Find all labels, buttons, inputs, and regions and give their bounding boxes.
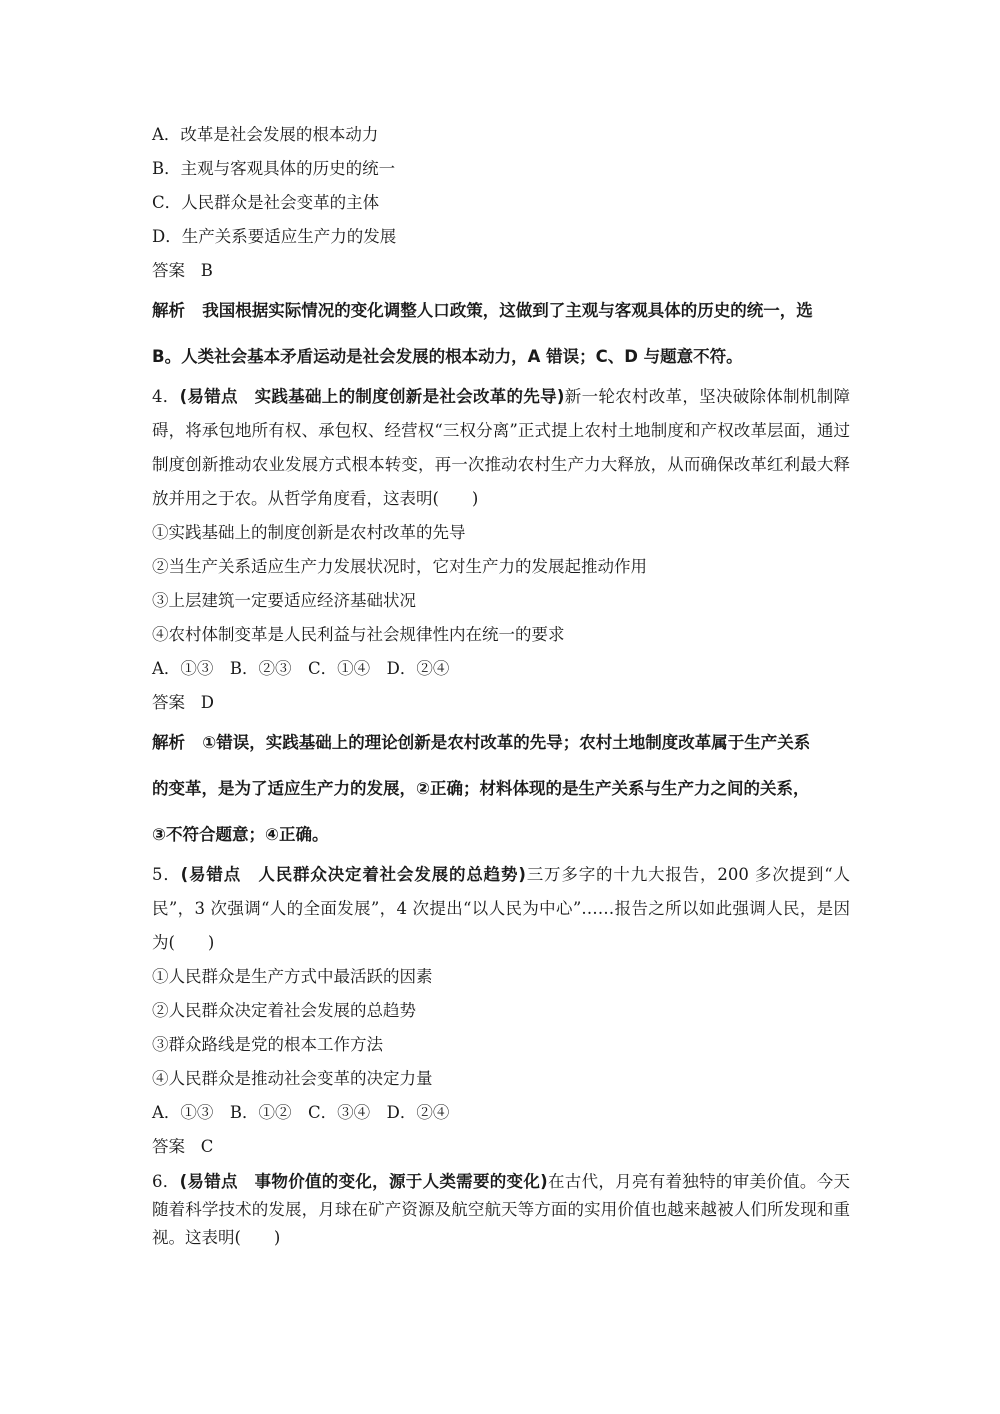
q6-tag: (易错点 事物价值的变化，源于人类需要的变化) <box>179 1172 548 1191</box>
q5-item-3: ③群众路线是党的根本工作方法 <box>152 1035 383 1054</box>
q5-answer <box>152 1130 850 1164</box>
q4-explanation-line-2: 的变革，是为了适应生产力的发展，②正确；材料体现的是生产关系与生产力之间的关系， <box>152 779 810 798</box>
q4-number: 4． <box>152 387 180 406</box>
q5-item-4: ④人民群众是推动社会变革的决定力量 <box>152 1069 433 1088</box>
q5-stem-text: 三万多字的十九大报告，200 多次提到“人民”，3 次强调“人的全面发展”，4 次提出“以人民为中心”……报告之所以如此强调人民，是因为( ) <box>152 865 850 952</box>
q4-explain-text-1: ①错误，实践基础上的理论创新是农村改革的先导；农村土地制度改革属于生产关系 <box>202 733 811 752</box>
q4-explanation-line-3: ③不符合题意；④正确。 <box>152 825 329 844</box>
q3-option-d: D．生产关系要适应生产力的发展 <box>152 227 397 246</box>
q4-answer-value: D <box>200 693 214 712</box>
q4-answer-label: 答案 <box>152 693 185 712</box>
q5-number: 5． <box>152 865 181 884</box>
q5-answer-label: 答案 <box>152 1137 185 1156</box>
q5-stem <box>152 858 850 960</box>
q3-explanation-line-1 <box>152 288 850 334</box>
q4-stem-text: 新一轮农村改革，坚决破除体制机制障碍，将承包地所有权、承包权、经营权“三权分离”正式提上农村土地制度和产权改革层面，通过制度创新推动农业发展方式根本转变，再一次推动农村生产力大释放，从而确保改革红利最大释放并用之于农。从哲学角度看，这表明( ) <box>152 387 851 508</box>
q3-options <box>152 118 850 254</box>
q5-items <box>152 960 850 1096</box>
q3-option-a: A．改革是社会发展的根本动力 <box>152 125 379 144</box>
q6-number: 6． <box>152 1172 180 1191</box>
q3-option-b: B．主观与客观具体的历史的统一 <box>152 159 396 178</box>
q5-tag: (易错点 人民群众决定着社会发展的总趋势) <box>180 865 526 884</box>
q5-item-1: ①人民群众是生产方式中最活跃的因素 <box>152 967 433 986</box>
q3-answer <box>152 254 850 288</box>
q4-explain-label: 解析 <box>152 733 185 752</box>
q4-item-3: ③上层建筑一定要适应经济基础状况 <box>152 591 416 610</box>
q4-items <box>152 516 850 652</box>
q4-tag: (易错点 实践基础上的制度创新是社会改革的先导) <box>179 387 565 406</box>
q4-explanation-line-1 <box>152 720 850 766</box>
q4-stem <box>152 380 850 516</box>
q4-item-1: ①实践基础上的制度创新是农村改革的先导 <box>152 523 466 542</box>
q6-stem <box>152 1168 850 1252</box>
q4-item-2: ②当生产关系适应生产力发展状况时，它对生产力的发展起推动作用 <box>152 557 647 576</box>
q3-option-c: C．人民群众是社会变革的主体 <box>152 193 380 212</box>
q3-explain-label: 解析 <box>152 301 185 320</box>
q3-answer-label: 答案 <box>152 261 185 280</box>
q5-answer-value: C <box>200 1137 214 1156</box>
q3-answer-value: B <box>200 261 213 280</box>
q5-choices: A．①③ B．①② C．③④ D．②④ <box>152 1103 450 1122</box>
q4-item-4: ④农村体制变革是人民利益与社会规律性内在统一的要求 <box>152 625 565 644</box>
q4-choices: A．①③ B．②③ C．①④ D．②④ <box>152 659 450 678</box>
q5-item-2: ②人民群众决定着社会发展的总趋势 <box>152 1001 416 1020</box>
q3-explain-text-1: 我国根据实际情况的变化调整人口政策，这做到了主观与客观具体的历史的统一，选 <box>202 301 813 320</box>
q6-stem-text: 在古代，月亮有着独特的审美价值。今天随着科学技术的发展，月球在矿产资源及航空航天等方面的实用价值也越来越被人们所发现和重视。这表明( ) <box>152 1172 851 1247</box>
q4-answer <box>152 686 850 720</box>
q3-explanation-line-2: B。人类社会基本矛盾运动是社会发展的根本动力，A 错误；C、D 与题意不符。 <box>152 347 743 366</box>
